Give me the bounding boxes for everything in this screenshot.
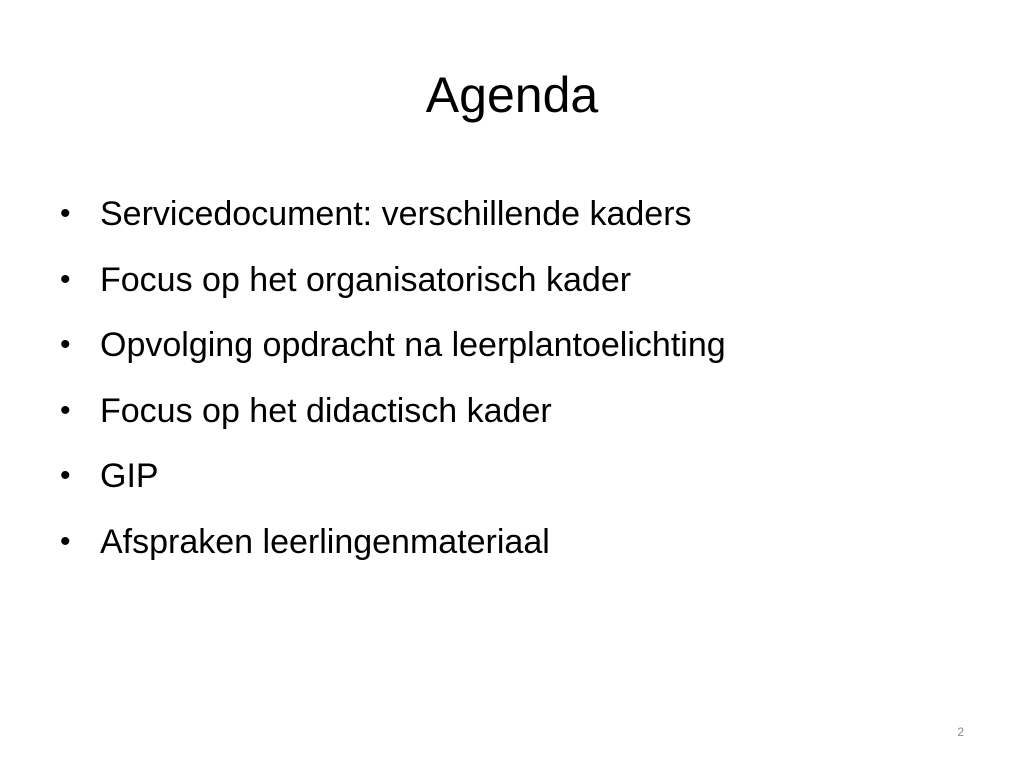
list-item-text: GIP xyxy=(100,457,159,495)
list-item xyxy=(60,254,960,320)
list-item-text: Opvolging opdracht na leerplantoelichting xyxy=(100,326,726,364)
list-item-text: Servicedocument: verschillende kaders xyxy=(100,195,692,233)
bullet-icon: • xyxy=(60,262,71,296)
bullet-icon: • xyxy=(60,459,71,492)
list-item xyxy=(60,319,960,385)
bullet-icon: • xyxy=(60,197,71,230)
slide-title: Agenda xyxy=(425,67,599,123)
list-item-text: Focus op het organisatorisch kader xyxy=(100,260,632,299)
bullet-icon: • xyxy=(60,524,71,558)
agenda-bullet-list xyxy=(60,188,960,581)
bullet-icon: • xyxy=(60,393,71,427)
list-item xyxy=(60,516,960,582)
slide-number: 2 xyxy=(957,725,964,739)
bullet-icon: • xyxy=(60,328,71,361)
list-item-text: Afspraken leerlingenmateriaal xyxy=(100,522,550,561)
list-item xyxy=(60,450,960,516)
list-item xyxy=(60,188,960,254)
list-item xyxy=(60,385,960,451)
list-item-text: Focus op het didactisch kader xyxy=(100,391,552,430)
